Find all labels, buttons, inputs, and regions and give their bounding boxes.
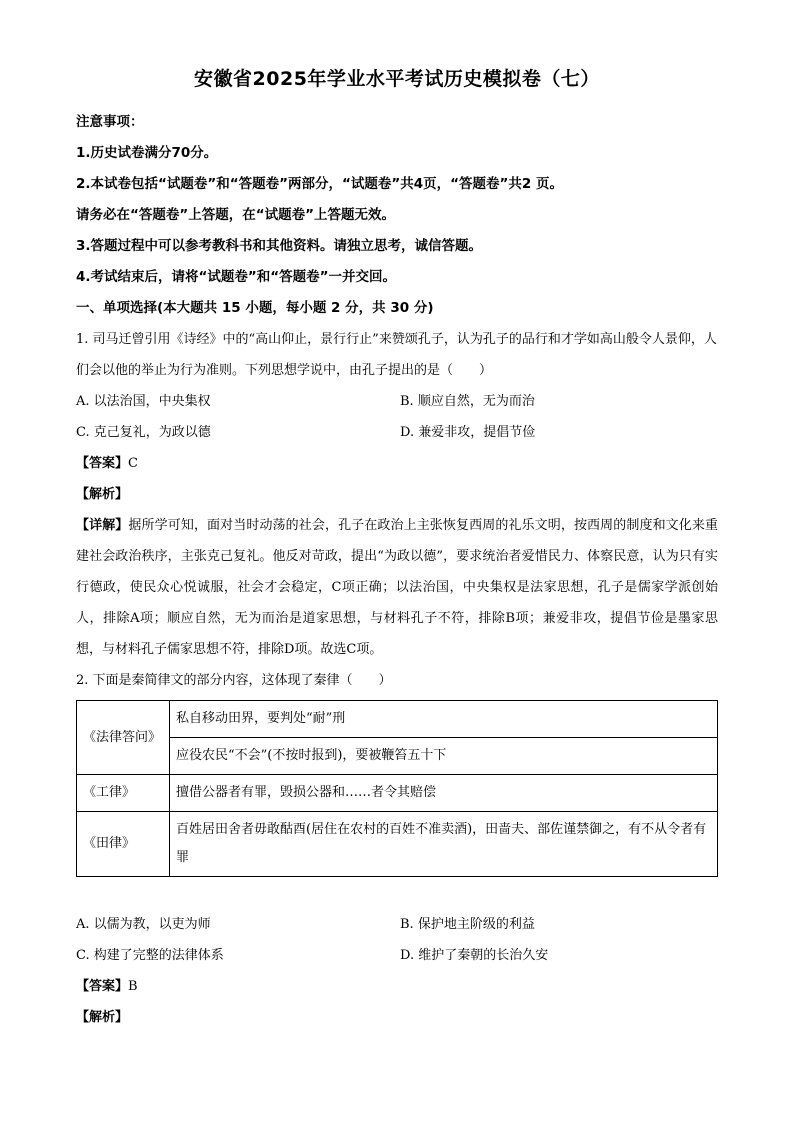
section-heading: 一、单项选择(本大题共 15 小题，每小题 2 分，共 30 分)	[76, 300, 434, 316]
answer-label: 【答案】	[76, 979, 129, 994]
option-a: A. 以儒为教，以吏为师	[76, 917, 211, 932]
question-2-options-row-1	[76, 909, 718, 940]
option-d: D. 维护了秦朝的长治久安	[400, 948, 549, 963]
analysis-line	[76, 1002, 718, 1033]
law-table	[76, 700, 718, 877]
option-c: C. 克己复礼，为政以德	[76, 425, 211, 440]
analysis-label: 【解析】	[76, 487, 129, 502]
answer-label: 【答案】	[76, 456, 129, 471]
exam-page	[76, 60, 718, 1033]
note-item: 3.答题过程中可以参考教科书和其他资料。请独立思考，诚信答题。	[76, 238, 483, 254]
analysis-line	[76, 479, 718, 510]
question-1-stem: 1. 司马迁曾引用《诗经》中的“高山仰止，景行行止”来赞颂孔子，认为孔子的品行和才学如高山般令人景仰，人们会以他的举止为行为准则。下列思想学说中，由孔子提出的是（ ）	[76, 332, 717, 378]
option-c: C. 构建了完整的法律体系	[76, 948, 224, 963]
table-cell: 私自移动田界，要判处“耐”刑	[170, 701, 718, 738]
analysis-label: 【解析】	[76, 1010, 129, 1025]
table-cell: 应役农民“不会”(不按时报到)，要被鞭笞五十下	[170, 738, 718, 775]
question-1-options-row-1	[76, 386, 718, 417]
question-2-stem: 2. 下面是秦简律文的部分内容，这体现了秦律（ ）	[76, 673, 392, 688]
detail-text: 据所学可知，面对当时动荡的社会，孔子在政治上主张恢复西周的礼乐文明，按西周的制度和文化来重建社会政治秩序，主张克己复礼。他反对苛政，提出“为政以德”，要求统治者爱惜民力、体察民意，认为只有实行德政，使民众心悦诚服，社会才会稳定，C项正确；以法治国，中央集权是法家思想，孔子是儒家学派创始人，排除A项；顺应自然，无为而治是道家思想，与材料孔子不符，排除B项；兼爱非攻，提倡节俭是墨家思想，与材料孔子儒家思想不符，排除D项。故选C项。	[76, 518, 718, 657]
table-cell: 擅借公器者有罪，毁损公器和……者令其赔偿	[170, 775, 718, 812]
note-item: 2.本试卷包括“试题卷”和“答题卷”两部分，“试题卷”共4页，“答题卷”共2 页。	[76, 176, 563, 192]
note-item: 请务必在“答题卷”上答题，在“试题卷”上答题无效。	[76, 207, 395, 223]
option-a: A. 以法治国，中央集权	[76, 394, 211, 409]
note-item: 4.考试结束后，请将“试题卷”和“答题卷”一并交回。	[76, 269, 397, 285]
note-item: 1.历史试卷满分70分。	[76, 145, 218, 161]
option-b: B. 保护地主阶级的利益	[400, 917, 535, 932]
option-b: B. 顺应自然，无为而治	[400, 394, 535, 409]
detail-label: 【详解】	[76, 518, 129, 533]
table-header-cell: 《法律答问》	[77, 701, 170, 775]
table-cell: 百姓居田舍者毋敢酤酉(居住在农村的百姓不准卖酒)，田啬夫、部佐谨禁御之，有不从令者有罪	[170, 812, 718, 877]
answer-line	[76, 971, 718, 1002]
detail-paragraph	[76, 510, 718, 665]
answer-value: C	[128, 456, 138, 471]
question-1-options-row-2	[76, 417, 718, 448]
option-d: D. 兼爱非攻，提倡节俭	[400, 425, 536, 440]
page-title: 安徽省2025年学业水平考试历史模拟卷（七）	[194, 68, 600, 90]
table-header-cell: 《工律》	[77, 775, 170, 812]
answer-line	[76, 448, 718, 479]
notes-heading: 注意事项：	[76, 114, 144, 130]
question-2-options-row-2	[76, 940, 718, 971]
table-header-cell: 《田律》	[77, 812, 170, 877]
answer-value: B	[128, 979, 138, 994]
